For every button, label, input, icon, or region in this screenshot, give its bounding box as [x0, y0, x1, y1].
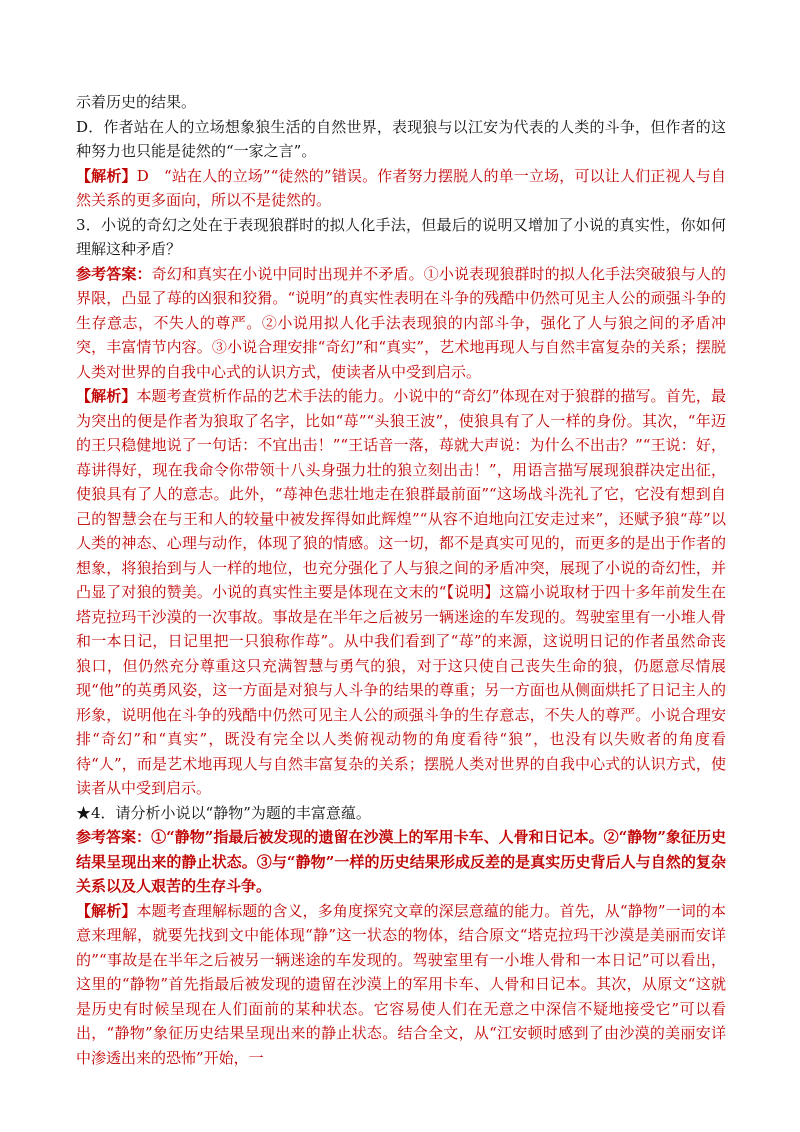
question-4: ★4．请分析小说以“静物”为题的丰富意蕴。 — [76, 803, 371, 822]
analysis-4 — [76, 899, 726, 1071]
analysis-tag: 【解析】 — [76, 166, 137, 185]
document-page — [76, 90, 726, 1070]
analysis-tag: 【解析】 — [76, 901, 137, 920]
analysis-tag: 【解析】 — [76, 387, 137, 405]
answer-tag: 参考答案： — [76, 264, 152, 283]
answer-4 — [76, 825, 726, 899]
answer-text: 奇幻和真实在小说中同时出现并不矛盾。①小说表现狼群时的拟人化手法突破狼与人的界限，凸显了苺的凶狠和狡猾。“说明”的真实性表明在斗争的残酷中仍然可见主人公的顽强斗争的生存意志，不失人的尊严。②小说用拟人化手法表现狼的内部斗争，强化了人与狼之间的矛盾冲突，丰富情节内容。③小说合理安排“奇幻”和“真实”，艺术地再现人与自然丰富复杂的关系；摆脱人类对世界的自我中心式的认识方式，使读者从中受到启示。 — [76, 264, 726, 381]
analysis-text: D “站在人的立场”“徒然的”错误。作者努力摆脱人的单一立场，可以让人们正视人与自然关系的更多面向，所以不是徒然的。 — [76, 166, 726, 209]
analysis-text: 本题考查理解标题的含义，多角度探究文章的深层意蕴的能力。首先，从“静物”一词的本意来理解，就要先找到文中能体现“静”这一状态的物体，结合原文“塔克拉玛干沙漠是美丽而安详的”“事故是在半年之后被另一辆迷途的车发现的。驾驶室里有一小堆人骨和一本日记”可以看出，这里的“静物”首先指最后被发现的遗留在沙漠上的军用卡车、人骨和日记本。其次，从原文“这就是历史有时候呈现在人们面前的某种状态。它容易使人们在无意之中深信不疑地接受它”可以看出，“静物”象征历史结果呈现出来的静止状态。结合全文，从“江安顿时感到了由沙漠的美丽安详中渗透出来的恐怖”开始，一 — [76, 901, 726, 1067]
analysis-text: 本题考查赏析作品的艺术手法的能力。小说中的“奇幻”体现在对于狼群的描写。首先，最为突出的便是作者为狼取了名字，比如“苺”“头狼王波”，使狼具有了人一样的身份。其次，“年迈的王只稳健地说了一句话：不宜出击！”“王话音一落，苺就大声说：为什么不出击？”“王说：好，苺讲得好，现在我命令你带领十八头身强力壮的狼立刻出击！”，用语言描写展现狼群决定出征，使狼具有了人的意志。此外，“苺神色悲壮地走在狼群最前面”“这场战斗洗礼了它，它没有想到自己的智慧会在与王和人的较量中被发挥得如此辉煌”“从容不迫地向江安走过来”，还赋予狼“苺”以人类的神态、心理与动作，体现了狼的情感。这一切，都不是真实可见的，而更多的是出于作者的想象，将狼抬到与人一样的地位，也充分强化了人与狼之间的矛盾冲突，展现了小说的奇幻性，并凸显了对狼的赞美。小说的真实性主要是体现在文末的“【说明】这篇小说取材于四十多年前发生在塔克拉玛干沙漠的一次事故。事故是在半年之后被另一辆迷途的车发现的。驾驶室里有一小堆人骨和一本日记，日记里把一只狼称作苺”。从中我们看到了“苺”的来源，这说明日记的作者虽然命丧狼口，但仍然充分尊重这只充满智慧与勇气的狼，对于这只使自己丧失生命的狼，仍愿意尽情展现“他”的英勇风姿，这一方面是对狼与人斗争的结果的尊重；另一方面也从侧面烘托了日记主人的形象，说明他在斗争的残酷中仍然可见主人公的顽强斗争的生存意志，不失人的尊严。小说合理安排“奇幻”和“真实”，既没有完全以人类俯视动物的角度看待“狼”，也没有以失败者的角度看待“人”，而是艺术地再现人与自然丰富复杂的关系；摆脱人类对世界的自我中心式的认识方式，使读者从中受到启示。 — [76, 387, 726, 797]
answer-tag: 参考答案： — [76, 828, 152, 846]
analysis-3 — [76, 384, 726, 801]
answer-3 — [76, 262, 726, 385]
paragraph-continuation: 示着历史的结果。 — [76, 93, 197, 111]
option-d: D．作者站在人的立场想象狼生活的自然世界，表现狼与以江安为代表的人类的斗争，但作者的这种努力也只能是徒然的“一家之言”。 — [76, 117, 726, 160]
answer-text: ①“静物”指最后被发现的遗留在沙漠上的军用卡车、人骨和日记本。②“静物”象征历史结果呈现出来的静止状态。③与“静物”一样的历史结果形成反差的是真实历史背后人与自然的复杂关系以及人艰苦的生存斗争。 — [76, 828, 726, 895]
analysis-2 — [76, 164, 726, 213]
question-3: 3．小说的奇幻之处在于表现狼群时的拟人化手法，但最后的说明又增加了小说的真实性，你如何理解这种矛盾？ — [76, 215, 726, 258]
